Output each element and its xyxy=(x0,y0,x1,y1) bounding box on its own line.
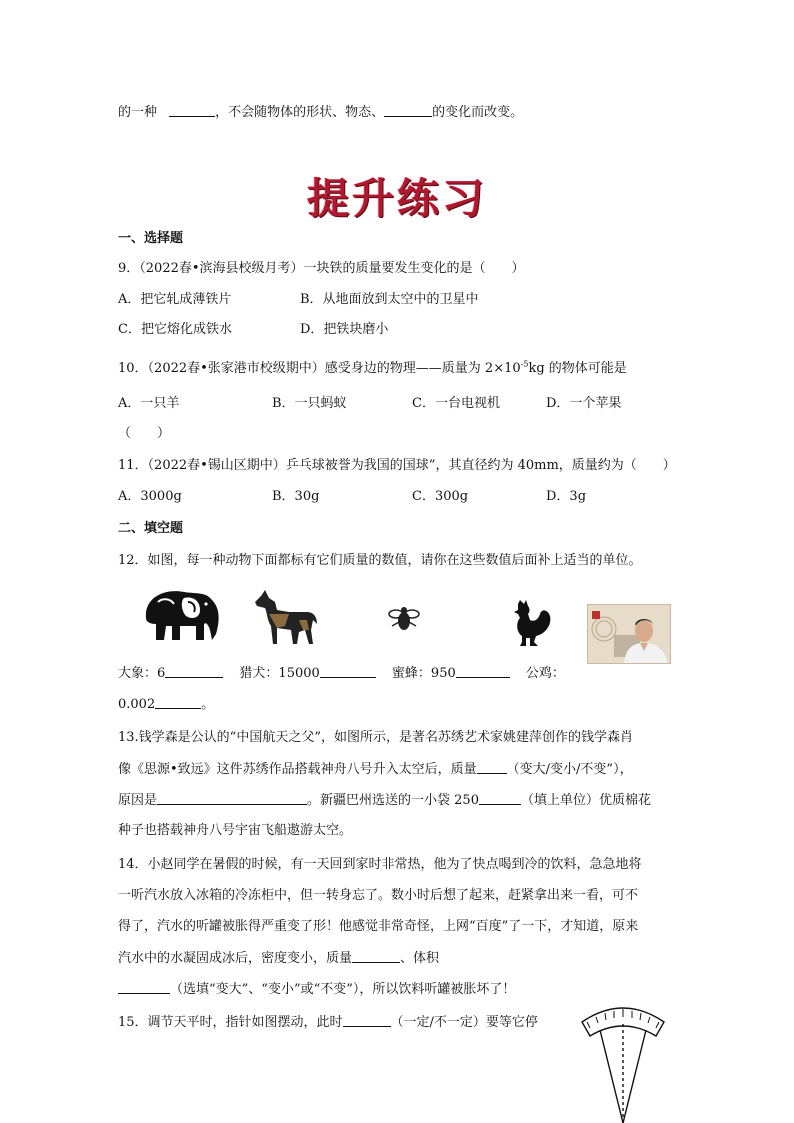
q13-line-3a: 原因是 xyxy=(118,793,158,808)
q15-text-b: （一定/不一定）要等它停 xyxy=(390,1015,538,1030)
q14-line-1: 14．小赵同学在暑假的时候，有一天回到家时非常热，他为了快点喝到冷的饮料，急急地将 xyxy=(118,857,642,872)
mass-blank[interactable] xyxy=(352,950,400,963)
q10-option-d[interactable]: D．一个苹果 xyxy=(546,396,622,411)
q14-line-5: （选填“变大”、“变小”或“不变”），所以饮料听罐被胀坏了！ xyxy=(170,982,516,997)
q11-option-c[interactable]: C．300g xyxy=(412,489,469,504)
q10-answer-paren: （ ） xyxy=(118,426,171,441)
q9-option-a[interactable]: A．把它轧成薄铁片 xyxy=(118,292,232,307)
rooster-value: 0.002 xyxy=(118,697,156,712)
page-title: 提升练习 xyxy=(306,174,487,223)
question-9-stem: 9．（2022春•滨海县校级月考）一块铁的质量要发生变化的是（ ） xyxy=(118,261,525,276)
answer-blank[interactable] xyxy=(169,104,215,117)
portrait-image xyxy=(588,605,670,663)
q10-option-b[interactable]: B．一只蚂蚁 xyxy=(272,396,347,411)
q13-line-2b: （变大/变小/不变”）， xyxy=(506,762,633,777)
intro-text-c: 的变化而改变。 xyxy=(432,105,524,120)
rooster-label: 公鸡： xyxy=(525,666,565,681)
q10-exponent: -5 xyxy=(520,359,529,369)
q14-line-4b: 、体积 xyxy=(400,951,440,966)
elephant-icon xyxy=(140,584,225,644)
q11-option-d[interactable]: D．3g xyxy=(546,489,587,504)
section-heading-fill: 二、填空题 xyxy=(118,521,184,536)
q13-line-1: 13.钱学森是公认的“中国航天之父”，如图所示，是著名苏绣艺术家姚建萍创作的钱学森肖 xyxy=(118,730,633,745)
dog-label: 猎犬：15000 xyxy=(239,666,320,681)
q9-option-d[interactable]: D．把铁块磨小 xyxy=(300,322,389,337)
q13-line-4: 种子也搭载神舟八号宇宙飞船遨游太空。 xyxy=(118,823,353,838)
rooster-unit-blank[interactable] xyxy=(155,696,201,709)
q13-line-2a: 像《思源•致远》这件苏绣作品搭载神舟八号升入太空后，质量 xyxy=(118,762,477,777)
intro-text-b: ，不会随物体的形状、物态、 xyxy=(215,105,385,120)
bee-unit-blank[interactable] xyxy=(456,665,510,678)
intro-line xyxy=(118,104,523,121)
q9-option-b[interactable]: B．从地面放到太空中的卫星中 xyxy=(300,292,479,307)
elephant-label: 大象：6 xyxy=(118,666,166,681)
dog-icon xyxy=(255,590,320,646)
q15-answer-blank[interactable] xyxy=(343,1014,391,1027)
section-heading-choice: 一、选择题 xyxy=(118,231,184,246)
q12-answers-line xyxy=(118,665,565,682)
dog-unit-blank[interactable] xyxy=(320,665,376,678)
q10-option-a[interactable]: A．一只羊 xyxy=(118,396,180,411)
bee-label: 蜜蜂：950 xyxy=(391,666,456,681)
q14-line-5 xyxy=(118,981,515,998)
q14-line-4a: 汽水中的水凝固成冰后，密度变小，质量 xyxy=(118,951,353,966)
q10-stem-b: kg 的物体可能是 xyxy=(528,361,627,376)
reason-blank[interactable] xyxy=(157,792,307,805)
elephant-unit-blank[interactable] xyxy=(165,665,223,678)
q11-option-b[interactable]: B．30g xyxy=(272,489,320,504)
q13-line-2 xyxy=(118,761,633,778)
q9-option-c[interactable]: C．把它熔化成铁水 xyxy=(118,322,232,337)
q13-line-3 xyxy=(118,792,651,809)
q12-rooster-line xyxy=(118,696,214,713)
q10-option-c[interactable]: C．一台电视机 xyxy=(412,396,500,411)
q15-text-a: 15．调节天平时，指针如图摆动，此时 xyxy=(118,1015,343,1030)
q14-line-4 xyxy=(118,950,439,967)
q14-line-2: 一听汽水放入冰箱的冷冻柜中，但一转身忘了。数小时后想了起来，赶紧拿出来一看，可不 xyxy=(118,888,639,903)
rooster-icon xyxy=(508,598,552,648)
answer-blank[interactable] xyxy=(384,104,432,117)
question-10-stem xyxy=(118,361,627,377)
question-12-stem: 12．如图，每一种动物下面都标有它们质量的数值，请你在这些数值后面补上适当的单位。 xyxy=(118,553,642,568)
q14-line-3: 得了，汽水的听罐被胀得严重变了形！他感觉非常奇怪，上网“百度”了一下，才知道，原来 xyxy=(118,919,639,934)
question-11-stem: 11．（2022春•锡山区期中）乒乓球被誉为我国的国球”，其直径约为 40mm，质量约为（ ） xyxy=(118,458,676,473)
portrait-photo xyxy=(587,604,671,664)
balance-scale-dial-icon xyxy=(578,1000,668,1123)
q13-line-3c: （填上单位）优质棉花 xyxy=(520,793,651,808)
q10-stem-a: 10．（2022春•张家港市校级期中）感受身边的物理——质量为 2×10 xyxy=(118,361,521,376)
q12-end: 。 xyxy=(201,697,215,712)
q11-option-a[interactable]: A．3000g xyxy=(118,489,182,504)
q15-line-1 xyxy=(118,1014,538,1031)
intro-text-a: 的一种 xyxy=(118,105,158,120)
unit-blank[interactable] xyxy=(479,792,521,805)
mass-change-blank[interactable] xyxy=(477,761,507,774)
volume-blank[interactable] xyxy=(118,981,170,994)
q13-line-3b: 。新疆巴州选送的一小袋 250 xyxy=(307,793,479,808)
bee-icon xyxy=(388,604,420,634)
